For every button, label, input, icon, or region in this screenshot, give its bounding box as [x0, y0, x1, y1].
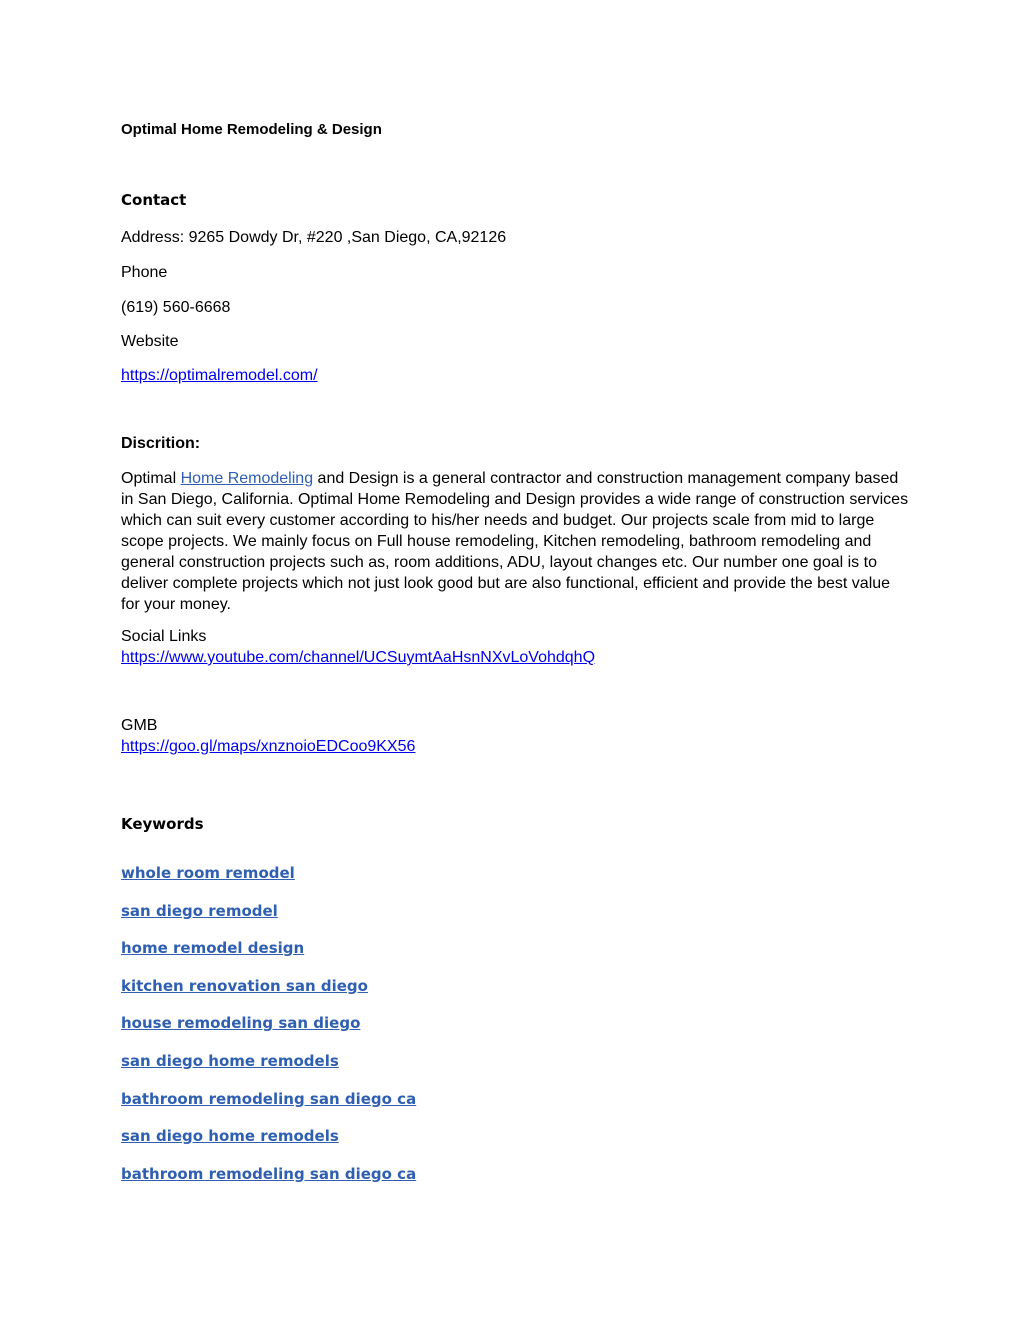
keywords-heading: Keywords — [121, 815, 204, 833]
keyword-link[interactable]: house remodeling san diego — [121, 1014, 361, 1032]
keyword-link[interactable]: san diego home remodels — [121, 1127, 339, 1145]
gmb-link[interactable]: https://goo.gl/maps/xnznoioEDCoo9KX56 — [121, 738, 416, 755]
keyword-link[interactable]: kitchen renovation san diego — [121, 977, 368, 995]
keyword-link[interactable]: bathroom remodeling san diego ca — [121, 1165, 417, 1183]
website-label: Website — [121, 333, 179, 350]
phone-label: Phone — [121, 264, 168, 281]
description-heading: Discrition: — [121, 435, 201, 452]
description-paragraph — [121, 468, 911, 615]
youtube-link[interactable]: https://www.youtube.com/channel/UCSuymtAaHsnNXvLoVohdqhQ — [121, 649, 596, 666]
keyword-link[interactable]: san diego home remodels — [121, 1052, 339, 1070]
keyword-link[interactable]: home remodel design — [121, 939, 305, 957]
description-rest: and Design is a general contractor and construction management company based in San Diego, California. Optimal Home Remodeling and Design provides a wide range of construction services which can suit every customer according to his/her needs and budget. Our projects scale from mid to large scope projects. We mainly focus on Full house remodeling, Kitchen remodeling, bathroom remodeling and general construction projects such as, room additions, ADU, layout changes etc. Our number one goal is to deliver complete projects which not just look good but are also functional, efficient and provide the best value for your money. — [121, 470, 909, 613]
document-title: Optimal Home Remodeling & Design — [121, 121, 382, 138]
gmb-label: GMB — [121, 717, 158, 734]
description-start: Optimal — [121, 470, 181, 487]
website-link[interactable]: https://optimalremodel.com/ — [121, 367, 318, 384]
address-text: Address: 9265 Dowdy Dr, #220 ,San Diego, CA,92126 — [121, 229, 507, 246]
home-remodeling-link[interactable]: Home Remodeling — [180, 470, 314, 487]
keyword-link[interactable]: san diego remodel — [121, 902, 278, 920]
contact-heading: Contact — [121, 191, 187, 209]
keyword-link[interactable]: bathroom remodeling san diego ca — [121, 1090, 417, 1108]
phone-number: (619) 560-6668 — [121, 299, 231, 316]
social-links-label: Social Links — [121, 628, 207, 645]
keyword-link[interactable]: whole room remodel — [121, 864, 295, 882]
